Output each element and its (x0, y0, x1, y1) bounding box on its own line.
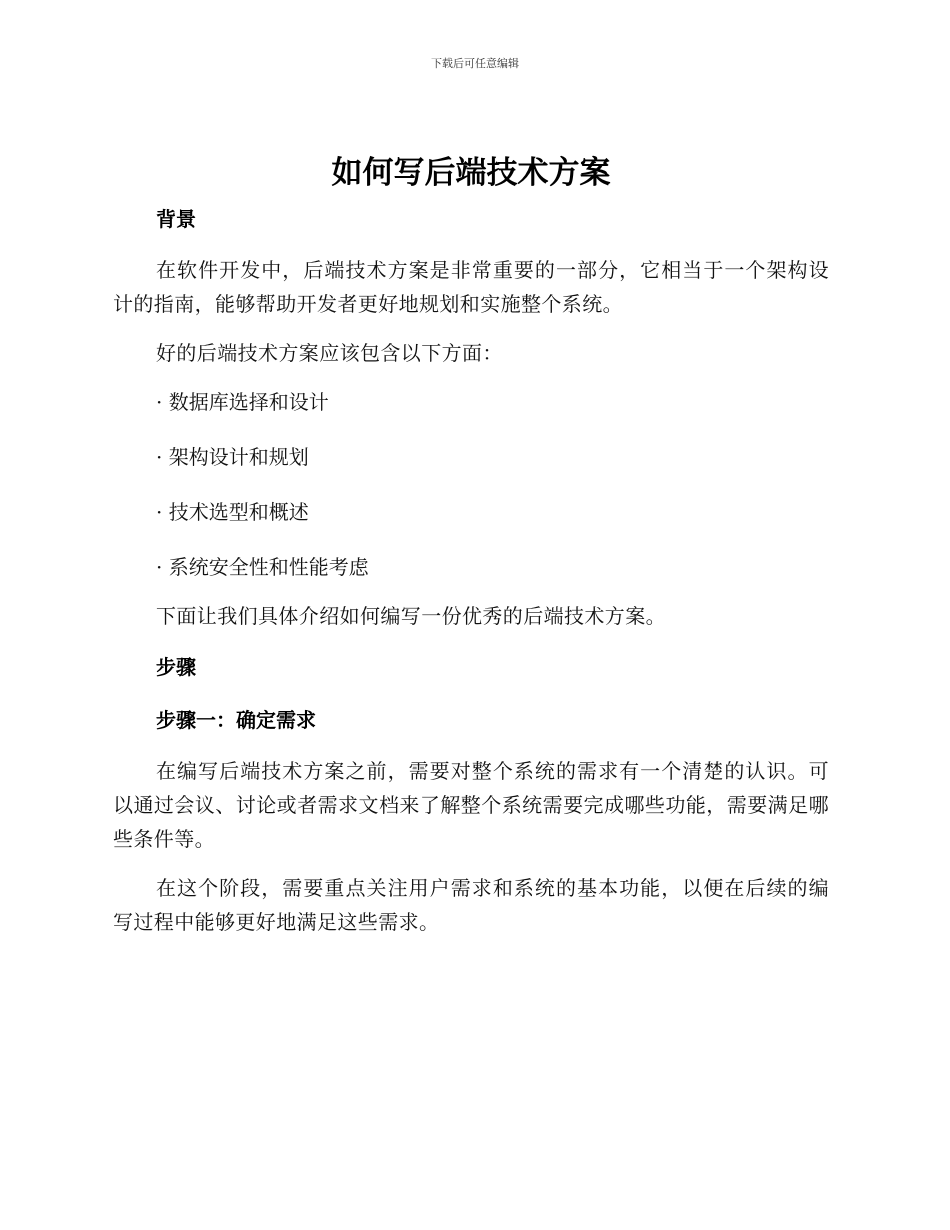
bullet-item-tech-selection: · 技术选型和概述 (156, 500, 309, 524)
document-title: 如何写后端技术方案 (331, 155, 611, 191)
section-heading-steps: 步骤 (156, 655, 196, 679)
bullet-item-database: · 数据库选择和设计 (156, 390, 329, 414)
step1-paragraph-1: 在编写后端技术方案之前，需要对整个系统的需求有一个清楚的认识。可以通过会议、讨论或者需求文档来了解整个系统需要完成哪些功能，需要满足哪些条件等。 (113, 759, 829, 851)
document-body (113, 148, 829, 954)
bullet-item-architecture: · 架构设计和规划 (156, 445, 309, 469)
header-note: 下载后可任意编辑 (431, 57, 519, 70)
bullet-item-security-performance: · 系统安全性和性能考虑 (156, 555, 369, 579)
transition-paragraph: 下面让我们具体介绍如何编写一份优秀的后端技术方案。 (156, 604, 666, 628)
step1-heading: 步骤一：确定需求 (156, 708, 316, 732)
section-heading-background: 背景 (156, 207, 196, 231)
aspects-intro-paragraph: 好的后端技术方案应该包含以下方面： (156, 341, 503, 365)
intro-paragraph: 在软件开发中，后端技术方案是非常重要的一部分，它相当于一个架构设计的指南，能够帮助开发者更好地规划和实施整个系统。 (113, 258, 829, 316)
step1-paragraph-2: 在这个阶段，需要重点关注用户需求和系统的基本功能，以便在后续的编写过程中能够更好地满足这些需求。 (113, 876, 829, 934)
